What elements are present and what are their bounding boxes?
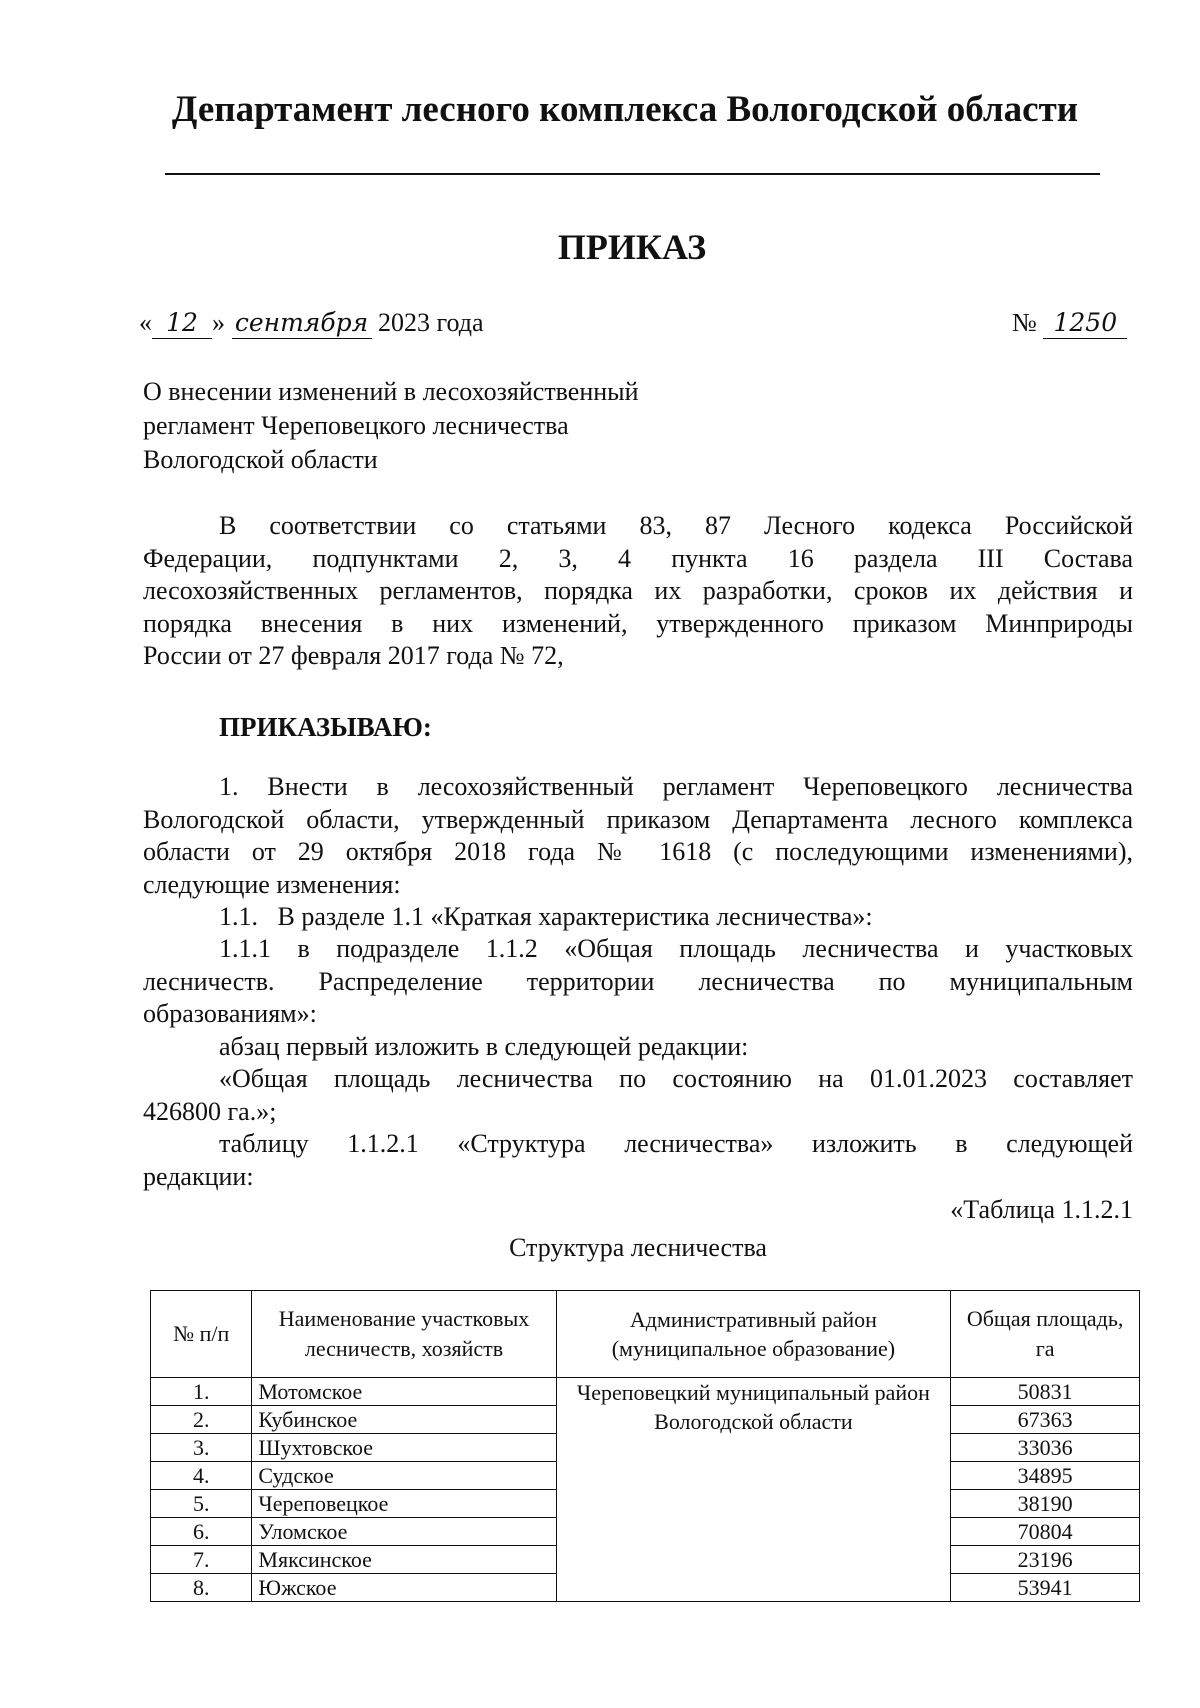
row-area: 38190 bbox=[951, 1490, 1140, 1518]
row-forestry-name: Южское bbox=[252, 1574, 556, 1602]
date-day-handwritten: 12 bbox=[152, 308, 212, 339]
table-row bbox=[151, 1378, 1140, 1406]
text-line: В соответствии со статьями 83, 87 Лесного кодекса Российской bbox=[219, 511, 1133, 540]
row-forestry-name: Уломское bbox=[252, 1518, 556, 1546]
row-number: 5. bbox=[151, 1490, 252, 1518]
table-intro-paragraph bbox=[143, 1128, 1133, 1193]
text-line: области от 29 октября 2018 года № 1618 (с последующими изменениями), bbox=[143, 837, 1133, 866]
text-line: «Общая площадь лесничества по состоянию на 01.01.2023 составляет bbox=[219, 1064, 1133, 1093]
item-1-paragraph bbox=[143, 771, 1133, 934]
text-line: образованиям»: bbox=[143, 999, 317, 1028]
text-line: порядка внесения в них изменений, утвержденного приказом Минприроды bbox=[143, 608, 1133, 638]
text-line: следующие изменения: bbox=[143, 869, 401, 899]
table-header-row bbox=[151, 1291, 1140, 1378]
row-area: 33036 bbox=[951, 1434, 1140, 1462]
number-handwritten: 1250 bbox=[1043, 308, 1127, 339]
text-line: Федерации, подпунктами 2, 3, 4 пункта 16 раздела III Состава bbox=[143, 543, 1133, 573]
header-district: Административный район (муниципальное образование) bbox=[556, 1291, 951, 1378]
row-forestry-name: Мотомское bbox=[252, 1378, 556, 1406]
row-forestry-name: Кубинское bbox=[252, 1406, 556, 1434]
text-line: лесохозяйственных регламентов, порядка их разработки, сроков их действия и bbox=[143, 576, 1133, 605]
text-line: таблицу 1.1.2.1 «Структура лесничества» изложить в следующей bbox=[219, 1129, 1133, 1158]
order-subject bbox=[143, 375, 639, 477]
row-forestry-name: Мяксинское bbox=[252, 1546, 556, 1574]
abzac-paragraph: абзац первый изложить в следующей редакции: bbox=[219, 1031, 749, 1061]
row-forestry-name: Судское bbox=[252, 1462, 556, 1490]
area-paragraph bbox=[143, 1063, 1133, 1128]
date-open-quote: « bbox=[139, 308, 152, 337]
order-heading: ПРИКАЗЫВАЮ: bbox=[219, 712, 432, 742]
order-date bbox=[139, 308, 484, 339]
preamble-paragraph bbox=[143, 510, 1133, 673]
row-area: 67363 bbox=[951, 1406, 1140, 1434]
date-month-handwritten: сентября bbox=[232, 308, 372, 339]
header-name: Наименование участковых лесничеств, хозяйств bbox=[252, 1291, 556, 1378]
row-number: 2. bbox=[151, 1406, 252, 1434]
text-line: Вологодской области, утвержденный приказом Департамента лесного комплекса bbox=[143, 804, 1133, 834]
document-type: ПРИКАЗ bbox=[557, 227, 707, 267]
row-number: 1. bbox=[151, 1378, 252, 1406]
text-line: лесничеств. Распределение территории лесничества по муниципальным bbox=[143, 966, 1133, 996]
table-title: Структура лесничества bbox=[509, 1233, 767, 1262]
item-1-1-1-paragraph bbox=[143, 933, 1133, 1063]
row-area: 23196 bbox=[951, 1546, 1140, 1574]
header-divider bbox=[165, 173, 1100, 175]
subject-line: Вологодской области bbox=[143, 445, 378, 474]
text-line: 1.1.1 в подразделе 1.1.2 «Общая площадь лесничества и участковых bbox=[219, 934, 1133, 963]
subject-line: О внесении изменений в лесохозяйственный bbox=[143, 377, 639, 406]
table-label: «Таблица 1.1.2.1 bbox=[950, 1195, 1133, 1224]
text-line: 426800 га.»; bbox=[143, 1096, 277, 1126]
row-number: 4. bbox=[151, 1462, 252, 1490]
order-number bbox=[1012, 308, 1127, 339]
header-area: Общая площадь, га bbox=[951, 1291, 1140, 1378]
organization-title: Департамент лесного комплекса Вологодской области bbox=[171, 89, 1079, 130]
text-line: 1. Внести в лесохозяйственный регламент Череповецкого лесничества bbox=[219, 772, 1133, 801]
row-area: 50831 bbox=[951, 1378, 1140, 1406]
forestry-structure-table bbox=[150, 1290, 1140, 1602]
text-line: редакции: bbox=[143, 1161, 254, 1191]
row-number: 8. bbox=[151, 1574, 252, 1602]
item-1-1: 1.1. В разделе 1.1 «Краткая характеристика лесничества»: bbox=[219, 902, 873, 931]
date-close-quote: » bbox=[212, 308, 225, 337]
text-line: России от 27 февраля 2017 года № 72, bbox=[143, 641, 564, 670]
row-area: 70804 bbox=[951, 1518, 1140, 1546]
row-number: 7. bbox=[151, 1546, 252, 1574]
row-district: Череповецкий муниципальный район Вологодской области bbox=[556, 1378, 951, 1602]
number-sign: № bbox=[1012, 308, 1037, 337]
header-number: № п/п bbox=[151, 1291, 252, 1378]
row-area: 53941 bbox=[951, 1574, 1140, 1602]
date-year: 2023 года bbox=[378, 308, 484, 337]
row-forestry-name: Шухтовское bbox=[252, 1434, 556, 1462]
subject-line: регламент Череповецкого лесничества bbox=[143, 411, 569, 440]
row-number: 3. bbox=[151, 1434, 252, 1462]
row-area: 34895 bbox=[951, 1462, 1140, 1490]
row-forestry-name: Череповецкое bbox=[252, 1490, 556, 1518]
row-number: 6. bbox=[151, 1518, 252, 1546]
